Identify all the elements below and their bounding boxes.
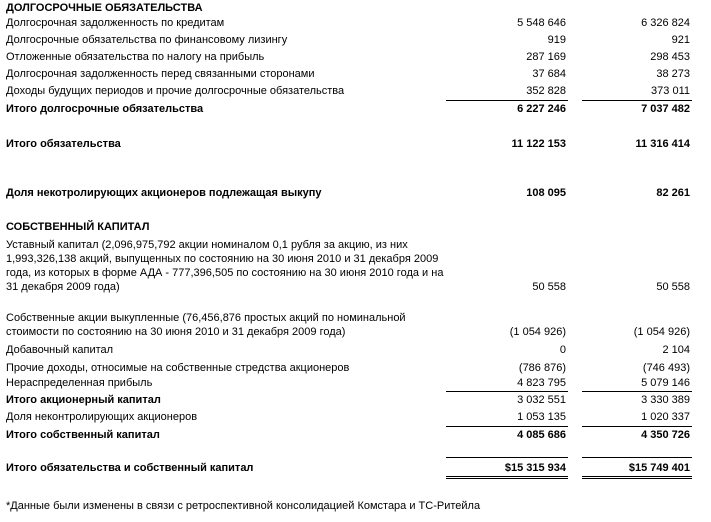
double-underline (446, 476, 568, 477)
grand-total-value-2010: $15 315 934 (504, 462, 566, 474)
row-value-2010: 1 053 135 (517, 411, 566, 423)
share-capital-line: Уставный капитал (2,096,975,792 акции номиналом 0,1 рубля за акцию, из них (6, 239, 408, 251)
row-value-2010: 287 169 (526, 51, 566, 63)
row-value-2009: (746 493) (642, 362, 690, 374)
row-value-2009: 2 104 (662, 344, 690, 356)
row-value-2010: (1 054 926) (509, 326, 566, 338)
row-value-2010: 352 828 (526, 85, 566, 97)
total-label: Доля некотролирующих акционеров подлежащая выкупу (6, 187, 322, 199)
total-value-2010: 6 227 246 (517, 103, 566, 115)
row-value-2009: 5 079 146 (641, 377, 690, 389)
row-label: Добавочный капитал (6, 344, 114, 356)
total-value-2010: 108 095 (526, 187, 566, 199)
row-value-2009: 38 273 (656, 68, 690, 80)
row-label: Доля неконтролирующих акционеров (6, 411, 198, 423)
row-value-2010: 37 684 (532, 68, 566, 80)
underline (446, 391, 568, 392)
row-label: Долгосрочные обязательства по финансовому лизингу (6, 34, 288, 46)
total-value-2010: 11 122 153 (511, 138, 566, 150)
underline (582, 426, 692, 427)
row-value-2010: 5 548 646 (517, 17, 566, 29)
total-label: Итого собственный капитал (6, 429, 160, 441)
underline (446, 426, 568, 427)
row-value-2010: 919 (547, 34, 566, 46)
row-label: Долгосрочная задолженность перед связанными сторонами (6, 68, 315, 80)
row-value-2009: 50 558 (656, 281, 690, 293)
section-heading-equity: СОБСТВЕННЫЙ КАПИТАЛ (6, 221, 150, 233)
row-value-2009: (1 054 926) (633, 326, 690, 338)
share-capital-line: 31 декабря 2009 года) (6, 281, 120, 293)
row-label: Доходы будущих периодов и прочие долгосрочные обязательства (6, 85, 345, 97)
row-value-2009: 298 453 (650, 51, 690, 63)
footnote: *Данные были изменены в связи с ретроспективной консолидацией Комстара и ТС-Ритейла (6, 500, 481, 512)
treasury-line: стоимости по состоянию на 30 июня 2010 и 31 декабря 2009 года) (6, 326, 346, 338)
row-value-2010: 4 823 795 (517, 377, 566, 389)
total-value-2010: 4 085 686 (517, 429, 566, 441)
total-value-2009: 7 037 482 (641, 103, 690, 115)
row-label: Прочие доходы, относимые на собственные стредства акционеров (6, 362, 350, 374)
total-label: Итого акционерный капитал (6, 394, 161, 406)
grand-total-label: Итого обязательства и собственный капитал (6, 462, 254, 474)
section-heading-long-term: ДОЛГОСРОЧНЫЕ ОБЯЗАТЕЛЬСТВА (6, 2, 203, 14)
row-label: Отложенные обязательства по налогу на прибыль (6, 51, 265, 63)
underline (446, 100, 568, 101)
row-value-2009: 1 020 337 (641, 411, 690, 423)
row-value-2010: 50 558 (532, 281, 566, 293)
underline (582, 391, 692, 392)
share-capital-line: года, из которых в форме АДА - 777,396,505 по состоянию на 30 июня 2010 года и на (6, 267, 444, 279)
underline (446, 457, 568, 458)
row-label: Долгосрочная задолженность по кредитам (6, 17, 225, 29)
row-value-2009: 373 011 (651, 85, 690, 97)
treasury-line: Собственные акции выкупленные (76,456,876 простых акций по номинальной (6, 312, 406, 324)
underline (582, 100, 692, 101)
total-value-2009: 11 316 414 (635, 138, 690, 150)
total-value-2009: 4 350 726 (641, 429, 690, 441)
row-value-2010: (786 876) (518, 362, 566, 374)
total-value-2010: 3 032 551 (517, 394, 566, 406)
double-underline (582, 476, 692, 477)
total-label: Итого обязательства (6, 138, 121, 150)
share-capital-line: 1,993,326,138 акций, выпущенных по состоянию на 30 июня 2010 и 31 декабря 2009 (6, 253, 439, 265)
grand-total-value-2009: $15 749 401 (628, 462, 690, 474)
row-value-2009: 921 (671, 34, 690, 46)
double-underline (446, 478, 568, 479)
total-value-2009: 3 330 389 (641, 394, 690, 406)
row-label: Нераспределенная прибыль (6, 377, 153, 389)
double-underline (582, 478, 692, 479)
total-label: Итого долгосрочные обязательства (6, 103, 204, 115)
total-value-2009: 82 261 (656, 187, 690, 199)
row-value-2010: 0 (559, 344, 566, 356)
row-value-2009: 6 326 824 (641, 17, 690, 29)
underline (582, 457, 692, 458)
